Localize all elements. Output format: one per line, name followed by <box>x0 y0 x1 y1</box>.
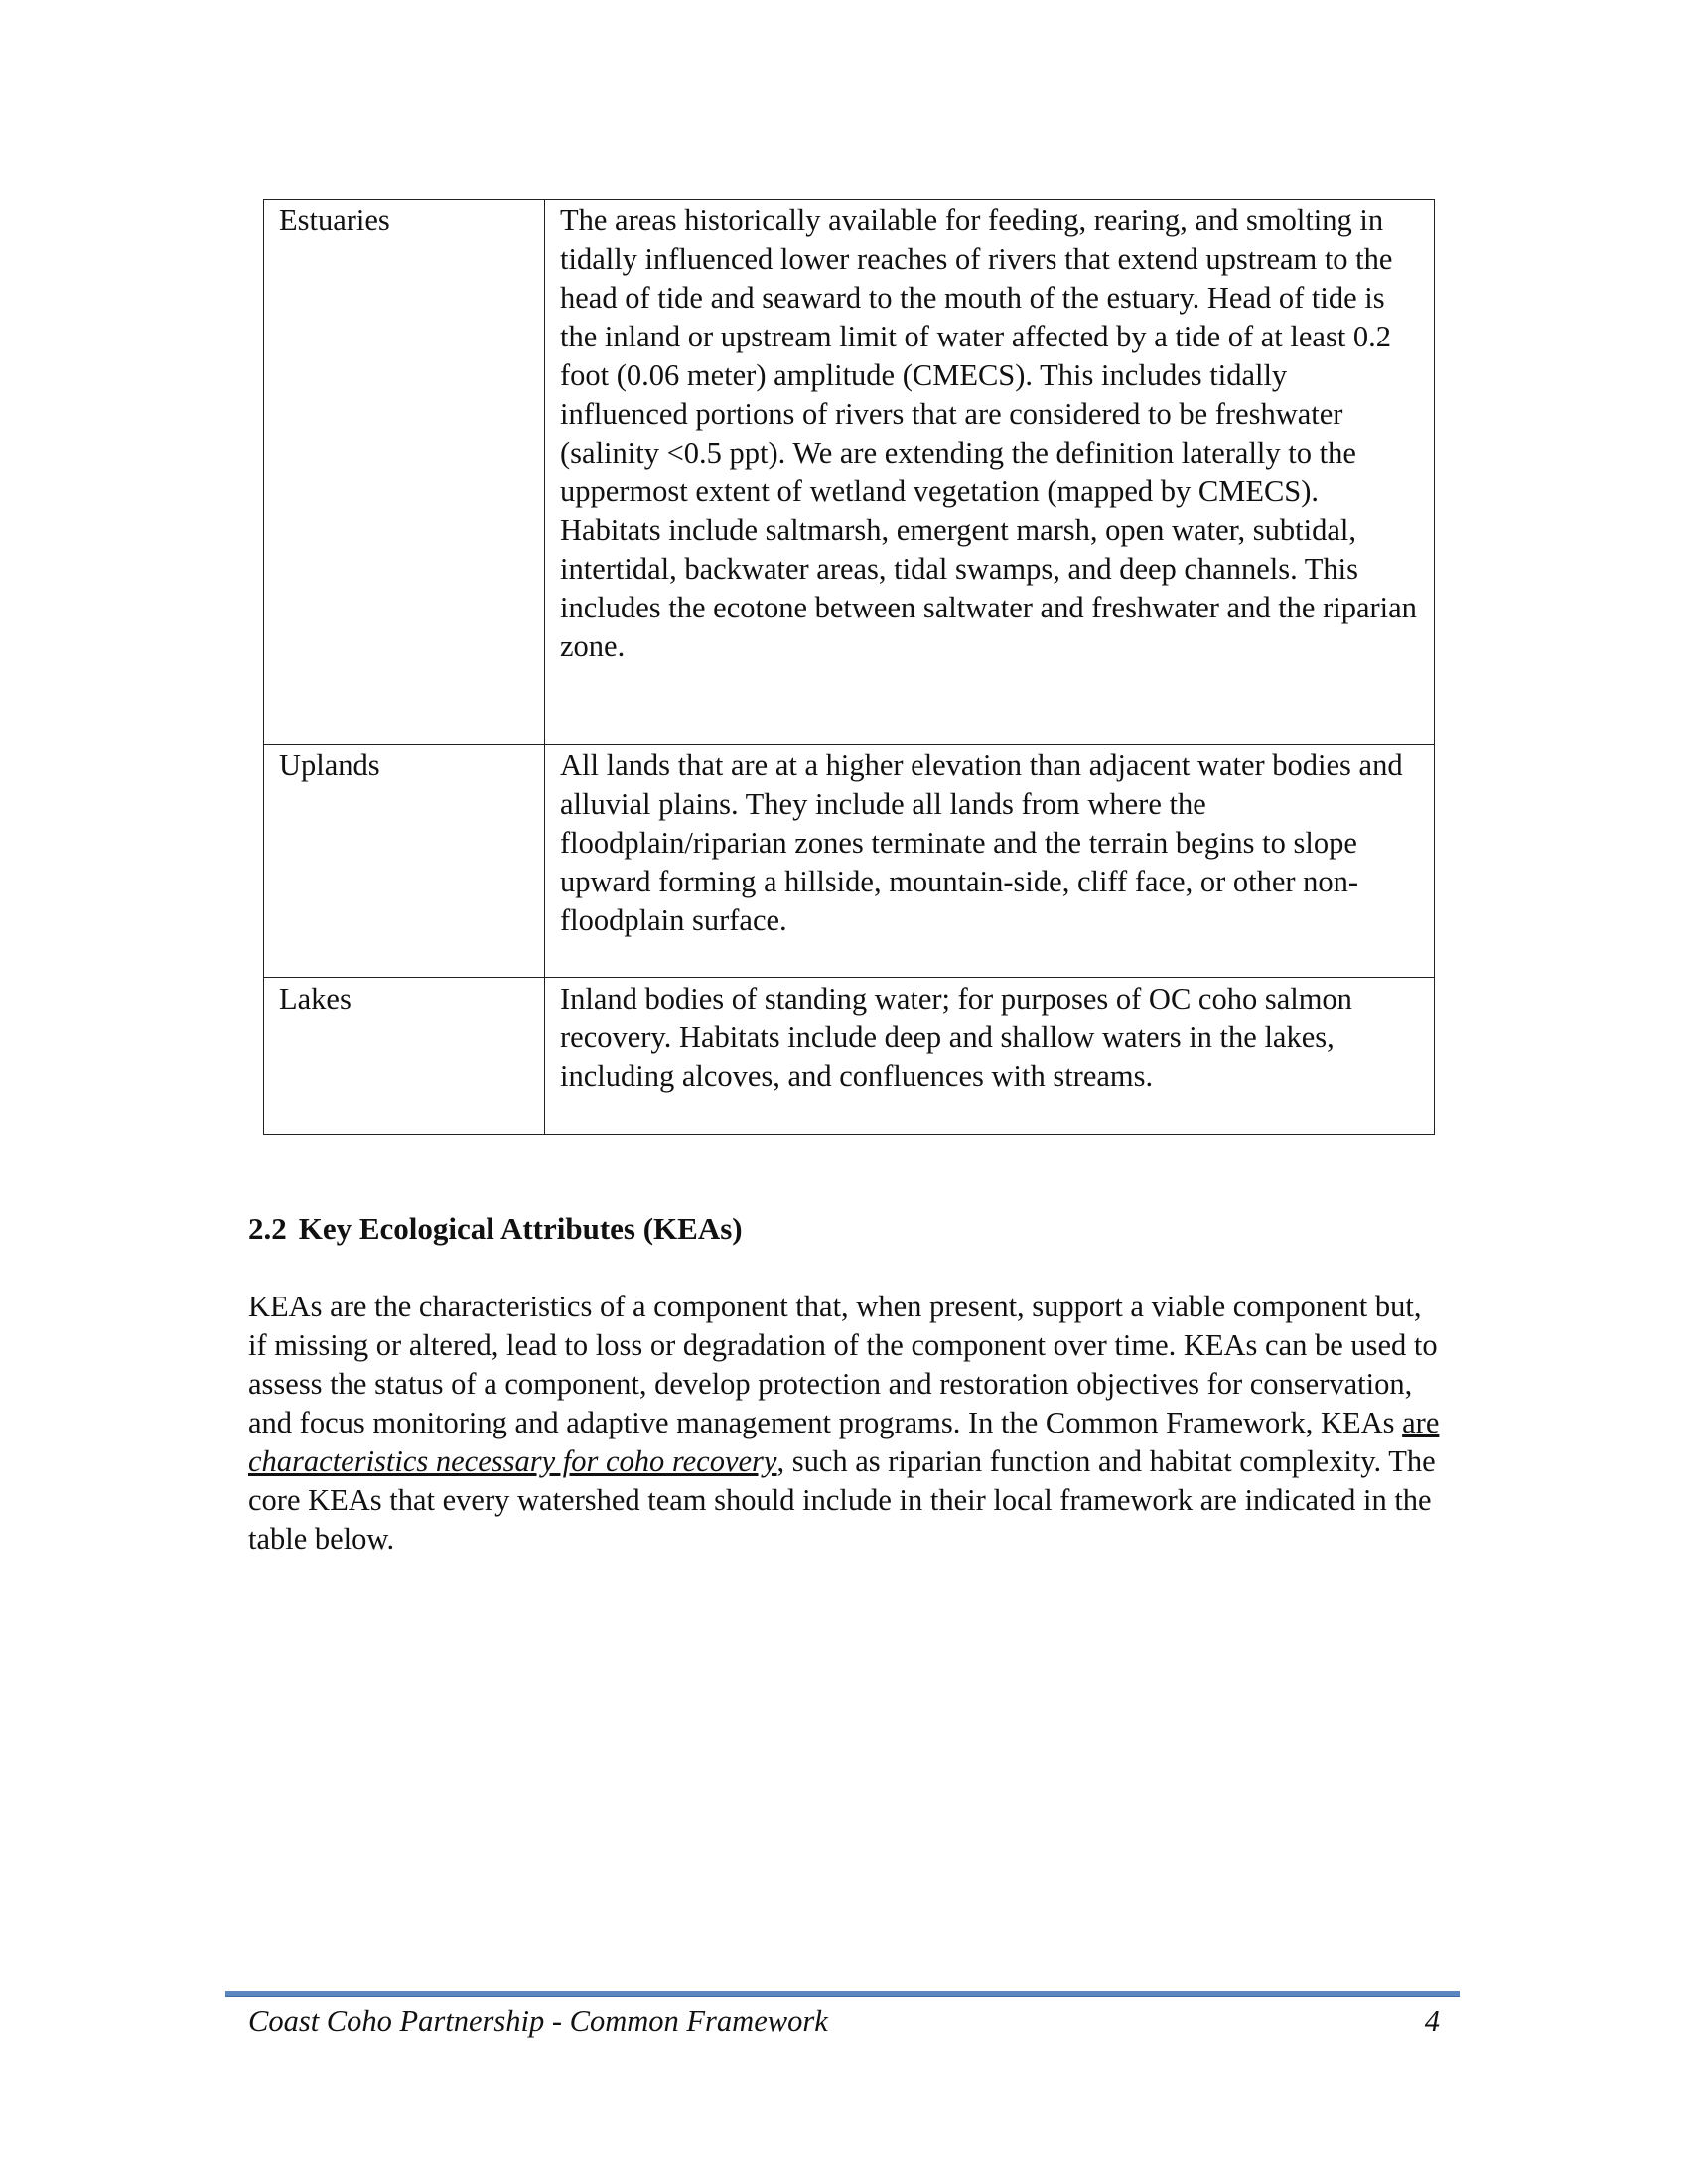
section-heading <box>248 1209 743 1249</box>
table-row <box>264 978 1435 1135</box>
footer-title: Coast Coho Partnership - Common Framework <box>248 2004 828 2038</box>
habitat-definition-cell: Inland bodies of standing water; for purposes of OC coho salmon recovery. Habitats include deep and shallow waters in the lakes, including alcoves, and confluences with streams. <box>545 978 1435 1135</box>
paragraph-text: KEAs are the characteristics of a component that, when present, support a viable component but, if missing or altered, lead to loss or degradation of the component over time. KEAs can be used to assess the status of a component, develop protection and restoration objectives for conservation, and focus monitoring and adaptive management programs. In the Common Framework, KEAs <box>248 1290 1438 1439</box>
habitat-definition-cell: All lands that are at a higher elevation than adjacent water bodies and alluvial plains. They include all lands from where the floodplain/riparian zones terminate and the terrain begins to slope upward forming a hillside, mountain-side, cliff face, or other non-floodplain surface. <box>545 745 1435 978</box>
table-row <box>264 200 1435 745</box>
footer-rule <box>225 1991 1460 1997</box>
section-title: Key Ecological Attributes (KEAs) <box>298 1211 743 1246</box>
table-row <box>264 745 1435 978</box>
paragraph-text-continued: , such as riparian function and habitat complexity. The core KEAs that every watershed team should include in their local framework are indicated in the table below. <box>248 1444 1436 1556</box>
page-number: 4 <box>1424 2004 1440 2038</box>
underlined-text: are <box>1402 1406 1440 1439</box>
habitat-term-cell: Lakes <box>264 978 545 1135</box>
habitat-definition-cell: The areas historically available for feeding, rearing, and smolting in tidally influenced lower reaches of rivers that extend upstream to the head of tide and seaward to the mouth of the estuary. Head of tide is the inland or upstream limit of water affected by a tide of at least 0.2 foot (0.06 meter) amplitude (CMECS). This includes tidally influenced portions of rivers that are considered to be freshwater (salinity <0.5 ppt). We are extending the definition laterally to the uppermost extent of wetland vegetation (mapped by CMECS). Habitats include saltmarsh, emergent marsh, open water, subtidal, intertidal, backwater areas, tidal swamps, and deep channels. This includes the ecotone between saltwater and freshwater and the riparian zone. <box>545 200 1435 745</box>
section-number: 2.2 <box>248 1211 287 1246</box>
habitat-term-cell: Uplands <box>264 745 545 978</box>
habitat-term-cell: Estuaries <box>264 200 545 745</box>
section-paragraph <box>248 1288 1445 1559</box>
underlined-italic-text: characteristics necessary for coho recovery <box>248 1444 777 1478</box>
habitat-definitions-table <box>263 199 1435 1135</box>
